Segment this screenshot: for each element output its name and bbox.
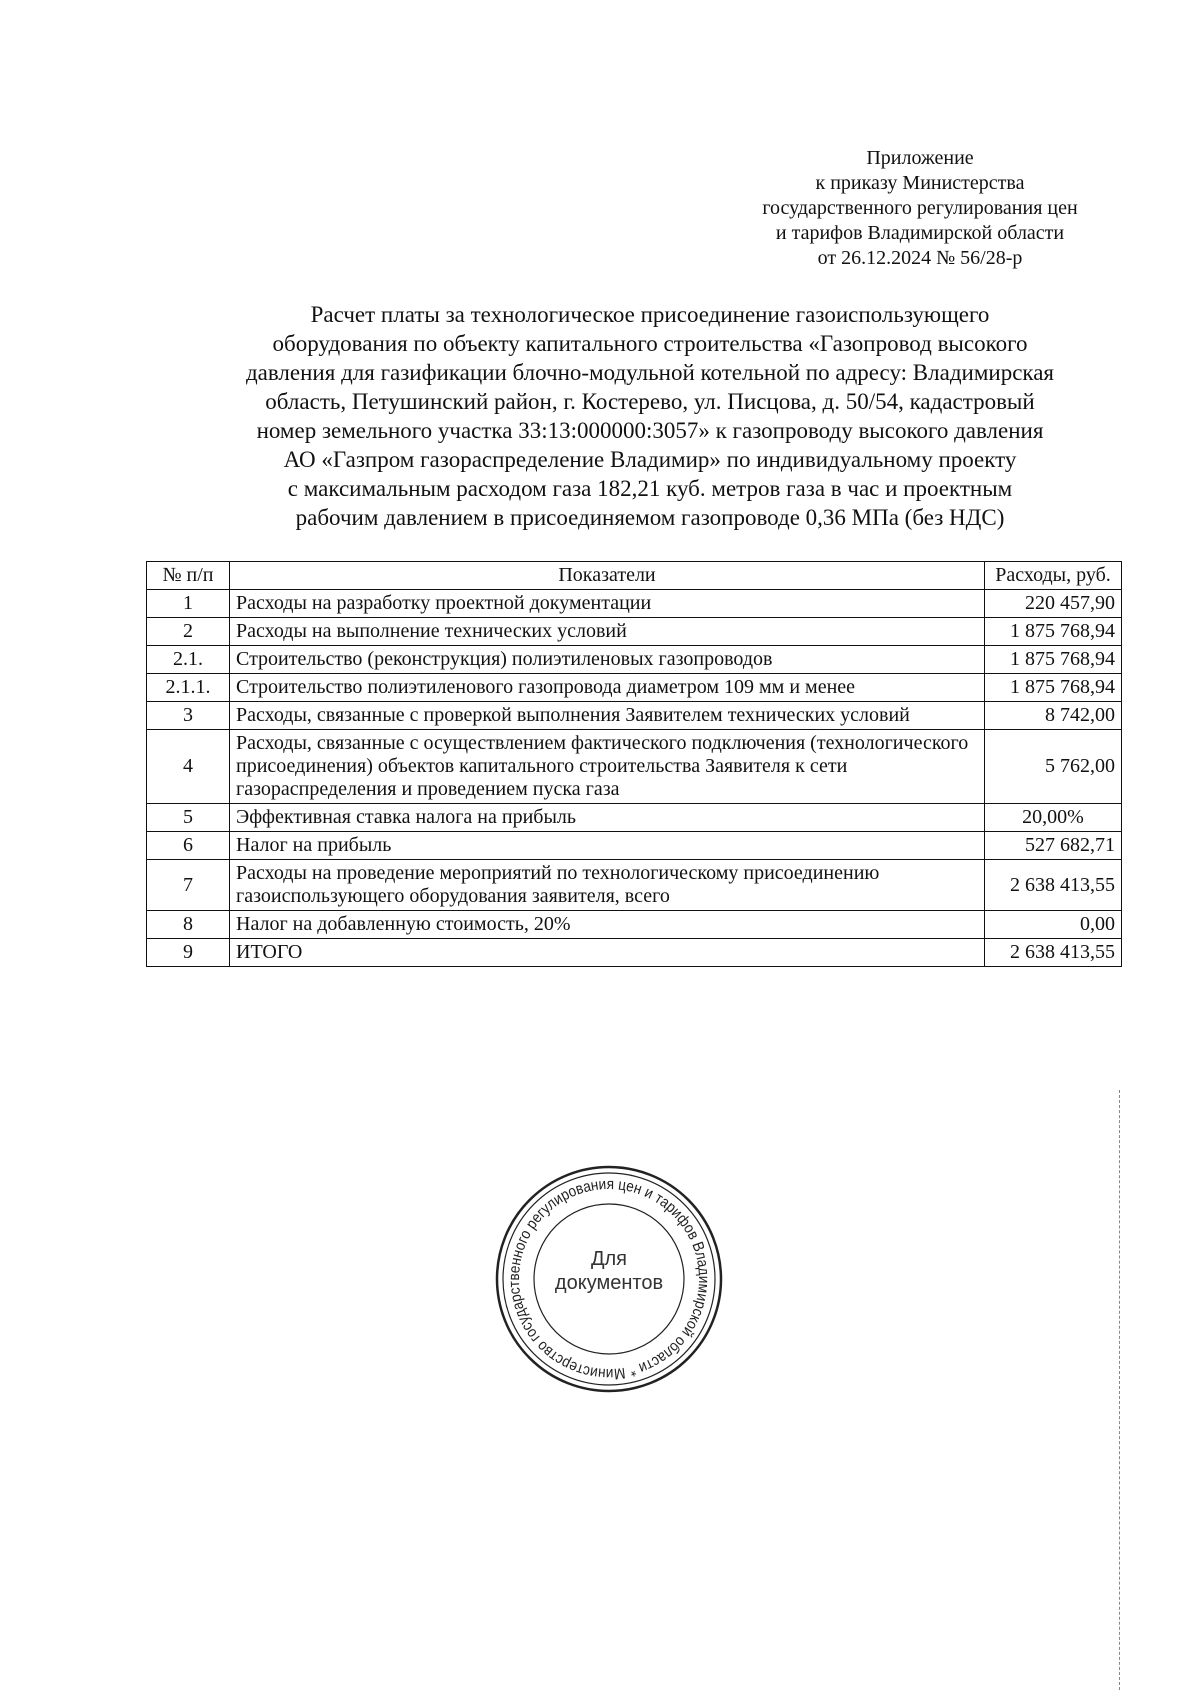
header-num: № п/п — [147, 562, 230, 590]
table-row — [147, 939, 1122, 967]
row-num: 9 — [147, 939, 230, 967]
table-row — [147, 674, 1122, 702]
row-name: Строительство (реконструкция) полиэтиленовых газопроводов — [230, 646, 985, 674]
appendix-line: государственного регулирования цен — [762, 197, 1078, 219]
table-header-row — [147, 562, 1122, 590]
table-row — [147, 804, 1122, 832]
row-num: 5 — [147, 804, 230, 832]
row-num: 4 — [147, 730, 230, 804]
title-line: рабочим давлением в присоединяемом газопроводе 0,36 МПа (без НДС) — [295, 505, 1005, 530]
document-title — [150, 300, 1150, 532]
header-value: Расходы, руб. — [985, 562, 1122, 590]
title-line: с максимальным расходом газа 182,21 куб. метров газа в час и проектным — [287, 476, 1013, 501]
row-num: 3 — [147, 702, 230, 730]
cost-table — [146, 561, 1122, 967]
row-value: 2 638 413,55 — [985, 939, 1122, 967]
row-num: 1 — [147, 590, 230, 618]
row-value: 1 875 768,94 — [985, 646, 1122, 674]
row-name: Расходы, связанные с проверкой выполнения Заявителем технических условий — [230, 702, 985, 730]
title-line: АО «Газпром газораспределение Владимир» по индивидуальному проекту — [283, 447, 1017, 472]
official-stamp — [493, 1163, 725, 1395]
header-name: Показатели — [230, 562, 985, 590]
row-num: 2.1. — [147, 646, 230, 674]
row-value: 220 457,90 — [985, 590, 1122, 618]
appendix-line: и тарифов Владимирской области — [775, 222, 1065, 244]
row-num: 2 — [147, 618, 230, 646]
table-row — [147, 646, 1122, 674]
appendix-line: Приложение — [866, 147, 974, 169]
title-line: область, Петушинский район, г. Костерево, ул. Писцова, д. 50/54, кадастровый — [265, 389, 1035, 414]
table-row — [147, 911, 1122, 939]
row-value: 5 762,00 — [985, 730, 1122, 804]
table-row — [147, 730, 1122, 804]
table-row — [147, 860, 1122, 911]
row-num: 2.1.1. — [147, 674, 230, 702]
table-row — [147, 590, 1122, 618]
stamp-center — [493, 1247, 725, 1295]
row-name: Налог на прибыль — [230, 832, 985, 860]
appendix-line: от 26.12.2024 № 56/28-р — [817, 247, 1023, 269]
row-value: 2 638 413,55 — [985, 860, 1122, 911]
appendix-line: к приказу Министерства — [815, 172, 1025, 194]
table-row — [147, 702, 1122, 730]
table-row — [147, 618, 1122, 646]
row-name: Расходы, связанные с осуществлением фактического подключения (технологического присоединения) объектов капитального строительства Заявителя к сети газораспределения и проведением пуска газа — [230, 730, 985, 804]
row-num: 6 — [147, 832, 230, 860]
table-row — [147, 832, 1122, 860]
row-value: 1 875 768,94 — [985, 674, 1122, 702]
row-value: 1 875 768,94 — [985, 618, 1122, 646]
row-name: Расходы на выполнение технических условий — [230, 618, 985, 646]
title-line: давления для газификации блочно-модульной котельной по адресу: Владимирская — [245, 360, 1055, 385]
row-name: ИТОГО — [230, 939, 985, 967]
row-value: 8 742,00 — [985, 702, 1122, 730]
row-name: Строительство полиэтиленового газопровода диаметром 109 мм и менее — [230, 674, 985, 702]
row-name: Расходы на разработку проектной документации — [230, 590, 985, 618]
row-name: Расходы на проведение мероприятий по технологическому присоединению газоиспользующего оборудования заявителя, всего — [230, 860, 985, 911]
row-value: 527 682,71 — [985, 832, 1122, 860]
title-line: Расчет платы за технологическое присоединение газоиспользующего — [310, 302, 990, 327]
stamp-ring-text: Министерство государственного регулирования цен и тарифов Владимирской области * — [505, 1175, 713, 1383]
stamp-center-line: Для — [590, 1248, 628, 1270]
stamp-center-line: документов — [554, 1272, 664, 1294]
row-num: 8 — [147, 911, 230, 939]
row-value: 20,00% — [985, 804, 1122, 832]
row-name: Налог на добавленную стоимость, 20% — [230, 911, 985, 939]
row-num: 7 — [147, 860, 230, 911]
row-value: 0,00 — [985, 911, 1122, 939]
scan-edge-line — [1119, 1090, 1120, 1690]
row-name: Эффективная ставка налога на прибыль — [230, 804, 985, 832]
appendix-header — [720, 146, 1120, 271]
title-line: оборудования по объекту капитального строительства «Газопровод высокого — [272, 331, 1028, 356]
title-line: номер земельного участка 33:13:000000:3057» к газопроводу высокого давления — [256, 418, 1044, 443]
